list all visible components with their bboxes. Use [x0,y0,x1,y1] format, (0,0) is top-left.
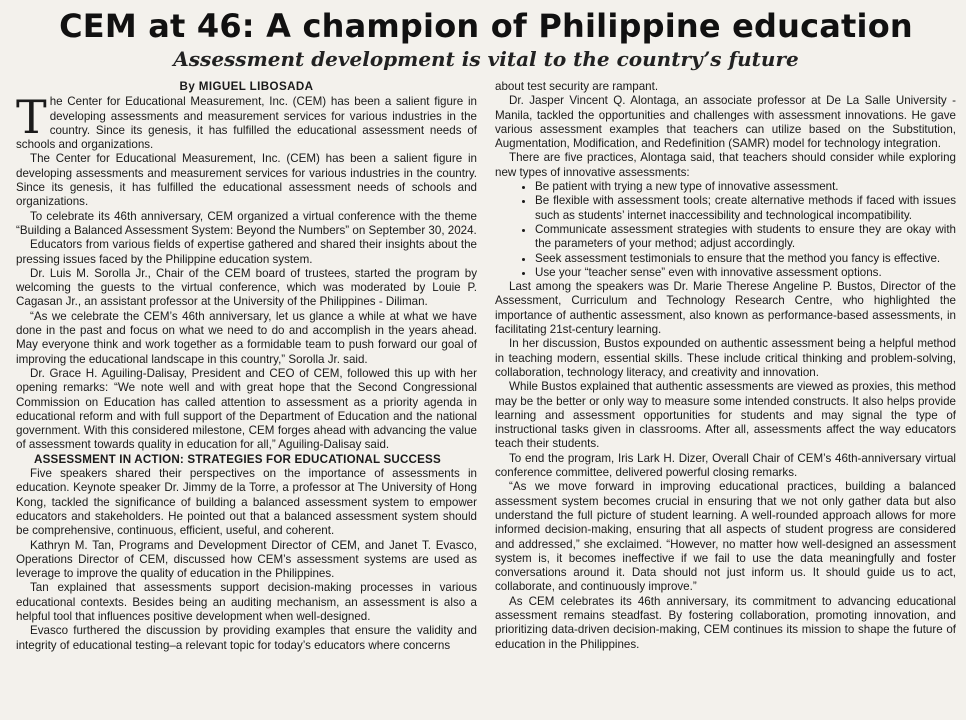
lead-text: he Center for Educational Measurement, Inc. (CEM) has been a salient figure in developing assessments and measurement services for various industries in the country. Since its genesis, it has fulfilled the educational assessment needs of schools and organizations. [16,95,477,152]
list-item: • Seek assessment testimonials to ensure that the method you fancy is effective. [535,252,956,266]
left-column [16,80,477,714]
paragraph: Dr. Jasper Vincent Q. Alontaga, an associate professor at De La Salle University - Manila, tackled the opportunities and challenges with assessment innovations. He gave various assessment examples that teachers can utilize based on the Substitution, Augmentation, Modification, and Redefinition (SAMR) model for technology integration. [495,94,956,151]
paragraph: Five speakers shared their perspectives on the importance of assessments in education. Keynote speaker Dr. Jimmy de la Torre, a professor at The University of Hong Kong, tackled the significance of building a balanced assessment system to empower educators and stakeholders. He pointed out that a balanced assessment system should be comprehensive, continuous, efficient, useful, and coherent. [16,467,477,538]
paragraph: As CEM celebrates its 46th anniversary, its commitment to advancing educational assessment remains steadfast. By fostering collaboration, promoting innovation, and prioritizing data-driven decision-making, CEM continues its mission to shape the future of education in the Philippines. [495,594,956,651]
drop-cap: T [16,90,47,145]
paragraph: To end the program, Iris Lark H. Dizer, Overall Chair of CEM’s 46th-anniversary virtual conference committee, delivered powerful closing remarks. [495,451,956,480]
section-heading: ASSESSMENT IN ACTION: STRATEGIES FOR EDUCATIONAL SUCCESS [34,452,441,466]
paragraph: While Bustos explained that authentic assessments are viewed as proxies, this method may be the better or only way to measure some intended constructs. It also helps provide learning and assessment opportunities for students and may signal the type of instructional tasks given in classrooms. After all, assessments affect the way educators teach their students. [495,380,956,451]
paragraph: Dr. Grace H. Aguiling-Dalisay, President and CEO of CEM, followed this up with her opening remarks: “We note well and with great hope that the Second Congressional Commission on Education has called attention to assessment as a priority agenda in educational reform and with full support of the Department of Education and the national government. With this considered milestone, CEM forges ahead with advancing the value of assessment towards quality in education for all,” Aguiling-Dalisay said. [16,366,477,452]
paragraph: There are five practices, Alontaga said, that teachers should consider while exploring new types of innovative assessments: [495,151,956,179]
paragraph: To celebrate its 46th anniversary, CEM organized a virtual conference with the theme “Building a Balanced Assessment System: Beyond the Numbers” on September 30, 2024. [16,209,477,237]
byline: By MIGUEL LIBOSADA [179,80,314,93]
list-item: • Use your “teacher sense” even with innovative assessment options. [535,266,956,280]
paragraph: Kathryn M. Tan, Programs and Development Director of CEM, and Janet T. Evasco, Operations Director of CEM, discussed how CEM’s assessment systems are used as leverage to improve the quality of education in the Philippines. [16,538,477,581]
article-body [16,80,956,714]
list-item: • Be flexible with assessment tools; create alternative methods if faced with issues such as students’ internet inaccessibility and technological incompatibility. [535,194,956,223]
lead-paragraph [16,90,477,152]
paragraph: Tan explained that assessments support decision-making processes in various educational contexts. Besides being an auditing mechanism, an assessment is also a helpful tool that influences positive development when well-designed. [16,581,477,623]
list-item: • Be patient with trying a new type of innovative assessment. [535,180,956,194]
paragraph: “As we move forward in improving educational practices, building a balanced assessment system becomes crucial in ensuring that we not only gather data but also understand the full picture of student learning. A well-rounded approach allows for more informed decision-making, ensuring that all aspects of student progress are considered and addressed,” she exclaimed. “However, no matter how well-designed an assessment system is, it becomes ineffective if we fail to use the data meaningfully and foster conversations around it. Data should not just inform us. It should guide us to act, collaborate, and continuously improve.” [495,480,956,594]
paragraph: Evasco furthered the discussion by providing examples that ensure the validity and integrity of educational testing–a relevant topic for today’s educators where concerns [16,624,477,652]
right-column [495,80,956,714]
list-item: • Communicate assessment strategies with students to ensure they are okay with the parameters of your method; adjust accordingly. [535,223,956,252]
paragraph: In her discussion, Bustos expounded on authentic assessment being a helpful method in teaching modern, essential skills. These include critical thinking and problem-solving, collaboration, technology literacy, and creativity and innovation. [495,337,956,379]
paragraph: The Center for Educational Measurement, Inc. (CEM) has been a salient figure in developing assessments and measurement services for various industries in the country. Since its genesis, it has fulfilled the educational assessment needs of schools and organizations. [16,152,477,209]
headline: CEM at 46: A champion of Philippine education [59,7,913,45]
practices-list [495,180,956,280]
paragraph: Educators from various fields of expertise gathered and shared their insights about the pressing issues faced by the Philippine education system. [16,238,477,266]
paragraph: Last among the speakers was Dr. Marie Therese Angeline P. Bustos, Director of the Assessment, Curriculum and Technology Research Centre, who highlighted the importance of authentic assessment, also known as performance-based assessments, in facilitating 21st-century learning. [495,280,956,337]
paragraph: Dr. Luis M. Sorolla Jr., Chair of the CEM board of trustees, started the program by welcoming the guests to the virtual conference, which was moderated by Louie P. Cagasan Jr., an assistant professor at the University of the Philippines - Diliman. [16,266,477,309]
subheadline: Assessment development is vital to the country’s future [173,47,799,71]
paragraph: about test security are rampant. [495,80,659,93]
paragraph: “As we celebrate the CEM’s 46th anniversary, let us glance a while at what we have done in the past and focus on what we need to do and accomplish in the years ahead. May everyone think and work together as a formidable team to push forward our goal of improving the educational landscape in this country,” Sorolla Jr. said. [16,309,477,366]
